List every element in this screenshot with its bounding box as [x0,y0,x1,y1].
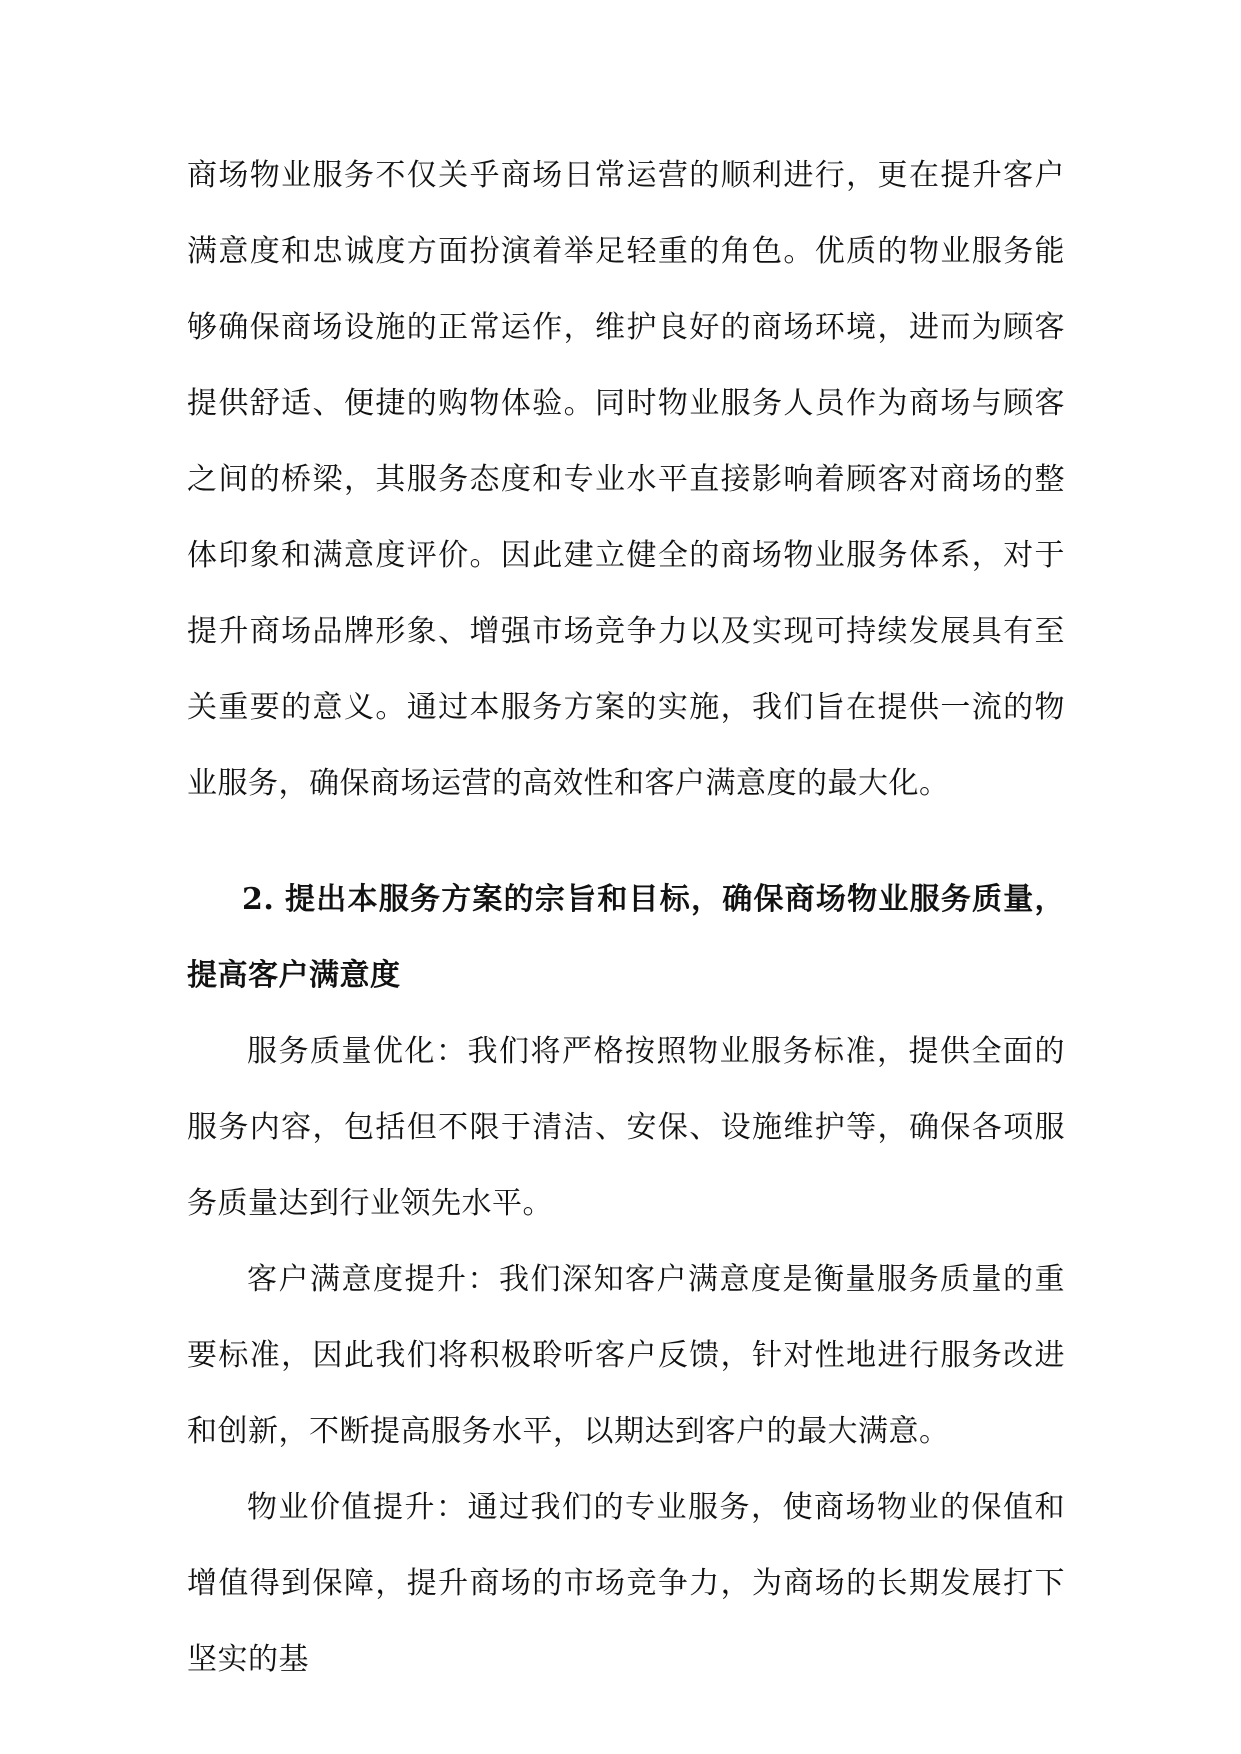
document-body [187,138,1065,1698]
customer-satisfaction-paragraph: 客户满意度提升：我们深知客户满意度是衡量服务质量的重要标准，因此我们将积极聆听客户反馈，针对性地进行服务改进和创新，不断提高服务水平，以期达到客户的最大满意。 [187,1262,1065,1449]
section-heading [187,862,1065,1014]
section-heading-text: 提出本服务方案的宗旨和目标，确保商场物业服务质量，提高客户满意度 [187,882,1065,993]
intro-paragraph: 商场物业服务不仅关乎商场日常运营的顺利进行，更在提升客户满意度和忠诚度方面扮演着举足轻重的角色。优质的物业服务能够确保商场设施的正常运作，维护良好的商场环境，进而为顾客提供舒适、便捷的购物体验。同时物业服务人员作为商场与顾客之间的桥梁，其服务态度和专业水平直接影响着顾客对商场的整体印象和满意度评价。因此建立健全的商场物业服务体系，对于提升商场品牌形象、增强市场竞争力以及实现可持续发展具有至关重要的意义。通过本服务方案的实施，我们旨在提供一流的物业服务，确保商场运营的高效性和客户满意度的最大化。 [187,158,1065,801]
service-quality-paragraph: 服务质量优化：我们将严格按照物业服务标准，提供全面的服务内容，包括但不限于清洁、安保、设施维护等，确保各项服务质量达到行业领先水平。 [187,1034,1065,1221]
section-heading-number: 2. [242,882,275,917]
property-value-paragraph: 物业价值提升：通过我们的专业服务，使商场物业的保值和增值得到保障，提升商场的市场竞争力，为商场的长期发展打下坚实的基 [187,1490,1065,1677]
